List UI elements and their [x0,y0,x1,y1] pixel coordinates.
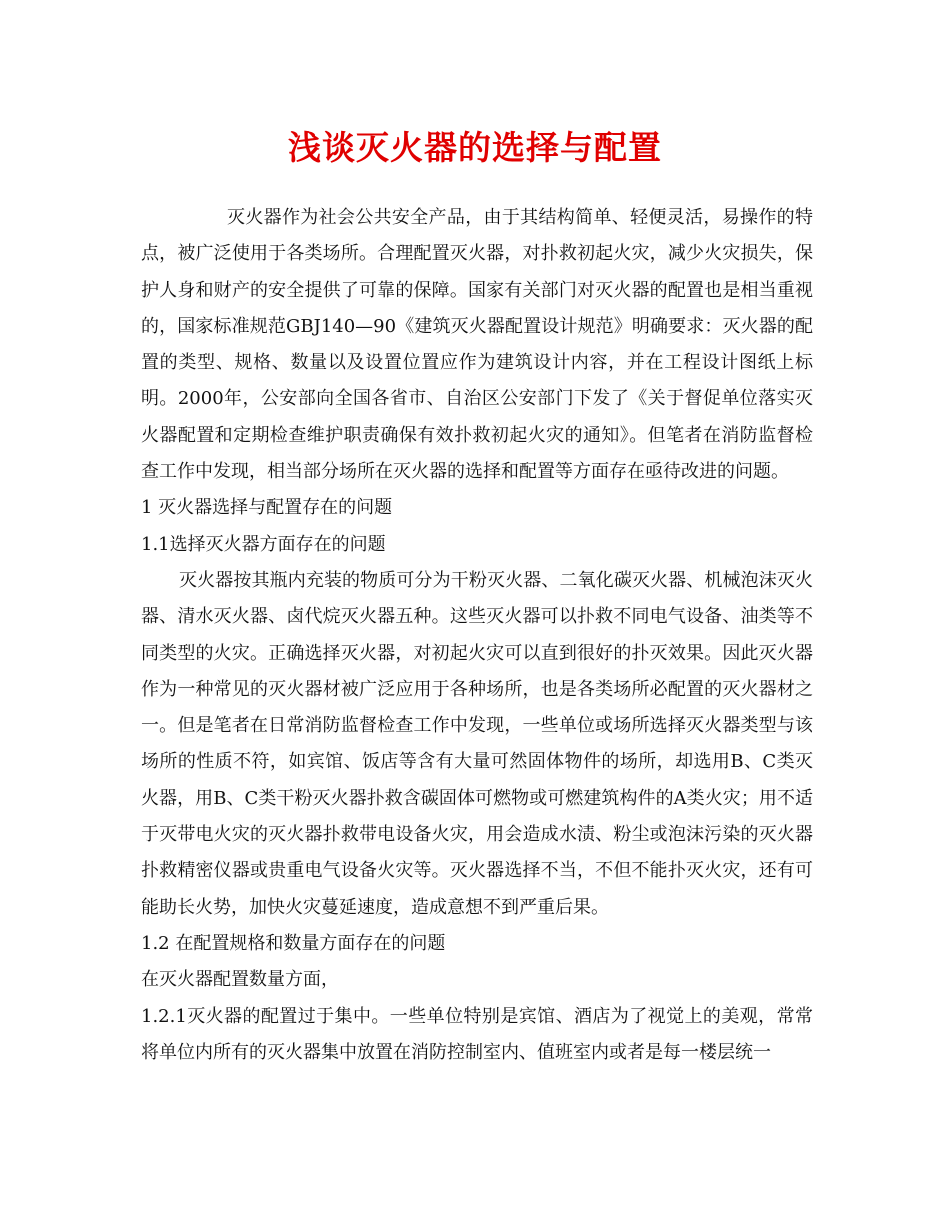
section-1-1-paragraph: 灭火器按其瓶内充装的物质可分为干粉灭火器、二氧化碳灭火器、机械泡沫灭火器、清水灭火器、卤代烷灭火器五种。这些灭火器可以扑救不同电气设备、油类等不同类型的火灾。正确选择灭火器，对初起火灾可以直到很好的扑灭效果。因此灭火器作为一种常见的灭火器材被广泛应用于各种场所，也是各类场所必配置的灭火器材之一。但是笔者在日常消防监督检查工作中发现，一些单位或场所选择灭火器类型与该场所的性质不符，如宾馆、饭店等含有大量可然固体物件的场所，却选用B、C类灭火器，用B、C类干粉灭火器扑救含碳固体可燃物或可燃建筑构件的A类火灾；用不适于灭带电火灾的灭火器扑救带电设备火灾，用会造成水渍、粉尘或泡沫污染的灭火器扑救精密仪器或贵重电气设备火灾等。灭火器选择不当，不但不能扑灭火灾，还有可能助长火势，加快火灾蔓延速度，造成意想不到严重后果。 [141,569,813,918]
section-heading-1-1: 1.1选择灭火器方面存在的问题 [141,533,386,555]
section-1-2-intro: 在灭火器配置数量方面， [141,969,339,991]
intro-paragraph: 灭火器作为社会公共安全产品，由于其结构简单、轻便灵活，易操作的特点，被广泛使用于各类场所。合理配置灭火器，对扑救初起火灾，减少火灾损失，保护人身和财产的安全提供了可靠的保障。国家有关部门对灭火器的配置也是相当重视的，国家标准规范GBJ140—90《建筑灭火器配置设计规范》明确要求：灭火器的配置的类型、规格、数量以及设置位置应作为建筑设计内容，并在工程设计图纸上标明。2000年，公安部向全国各省市、自治区公安部门下发了《关于督促单位落实灭火器配置和定期检查维护职责确保有效扑救初起火灾的通知》。但笔者在消防监督检查工作中发现，相当部分场所在灭火器的选择和配置等方面存在亟待改进的问题。 [141,207,813,483]
section-1-2-1-paragraph: 1.2.1灭火器的配置过于集中。一些单位特别是宾馆、酒店为了视觉上的美观，常常将单位内所有的灭火器集中放置在消防控制室内、值班室内或者是每一楼层统一 [141,1005,813,1063]
section-heading-1: 1 灭火器选择与配置存在的问题 [141,497,393,519]
document-body [141,200,813,1071]
section-heading-1-2: 1.2 在配置规格和数量方面存在的问题 [141,932,446,954]
document-title: 浅谈灭火器的选择与配置 [288,128,662,167]
